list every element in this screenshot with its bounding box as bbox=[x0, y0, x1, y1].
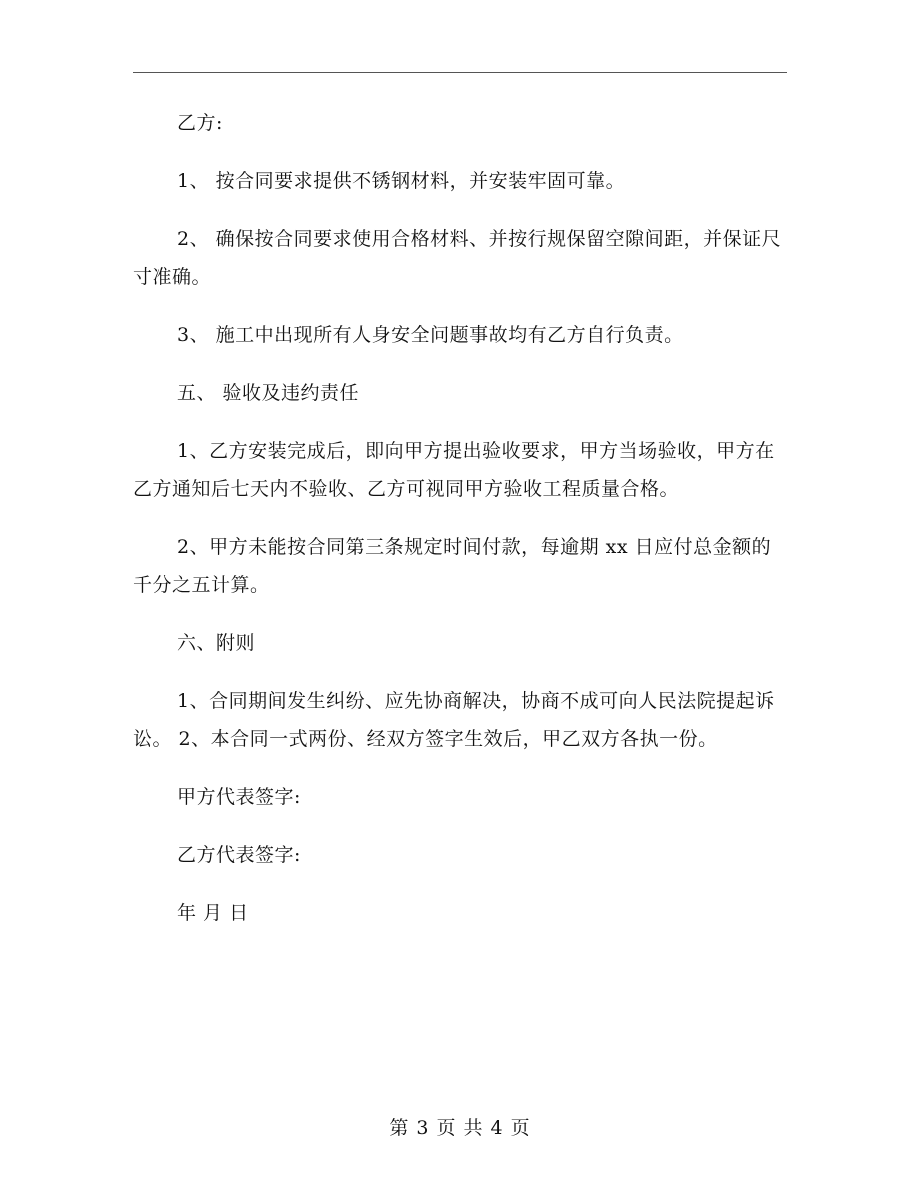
page-number-label: 第 3 页 共 4 页 bbox=[389, 1117, 531, 1139]
section-six-heading: 六、附则 bbox=[177, 632, 256, 654]
acceptance-clause-1: 1、乙方安装完成后，即向甲方提出验收要求，甲方当场验收，甲方在乙方通知后七天内不验收、乙方可视同甲方验收工程质量合格。 bbox=[133, 440, 775, 500]
party-b-clause-2: 2、 确保按合同要求使用合格材料、并按行规保留空隙间距，并保证尺寸准确。 bbox=[133, 228, 782, 288]
party-b-clause-1: 1、 按合同要求提供不锈钢材料，并安装牢固可靠。 bbox=[177, 170, 626, 192]
supplementary-clause: 1、合同期间发生纠纷、应先协商解决，协商不成可向人民法院提起诉讼。 2、本合同一式两份、经双方签字生效后，甲乙双方各执一份。 bbox=[133, 690, 775, 750]
page-number-footer bbox=[0, 1113, 920, 1140]
acceptance-clause-2: 2、甲方未能按合同第三条规定时间付款，每逾期 xx 日应付总金额的千分之五计算。 bbox=[133, 536, 772, 596]
header-rule bbox=[133, 72, 787, 73]
party-b-heading: 乙方: bbox=[177, 112, 223, 134]
party-a-signature-line: 甲方代表签字: bbox=[177, 786, 301, 808]
section-five-heading: 五、 验收及违约责任 bbox=[177, 382, 360, 404]
document-body bbox=[133, 104, 787, 952]
date-line: 年 月 日 bbox=[177, 902, 249, 924]
party-b-signature-line: 乙方代表签字: bbox=[177, 844, 301, 866]
party-b-clause-3: 3、 施工中出现所有人身安全问题事故均有乙方自行负责。 bbox=[177, 324, 684, 346]
